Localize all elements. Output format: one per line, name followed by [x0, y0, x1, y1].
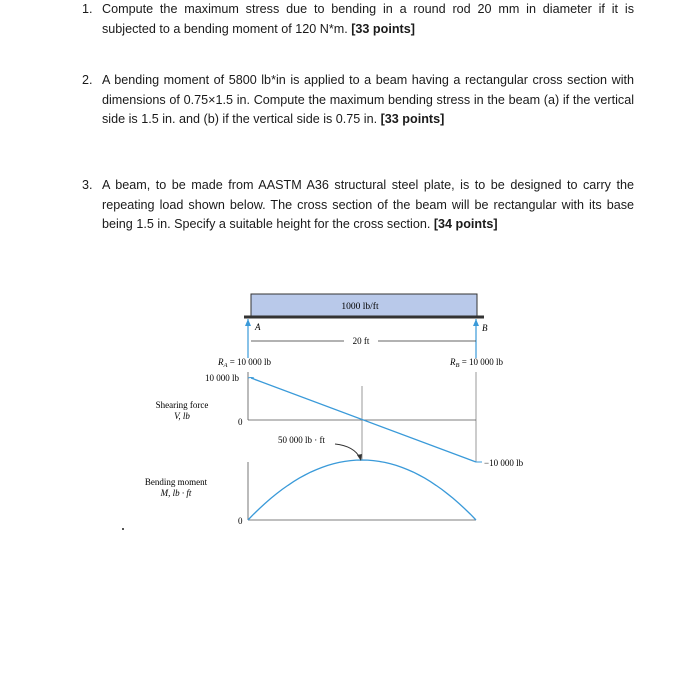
reaction-b-symbol: R — [450, 357, 456, 367]
moment-title-line2: M, lb · ft — [160, 488, 192, 498]
moment-max-pointer — [335, 444, 360, 458]
moment-max-label: 50 000 lb · ft — [278, 435, 325, 445]
reaction-b-arrowhead — [473, 319, 479, 326]
support-a-label: A — [255, 322, 261, 332]
reaction-b-label — [449, 357, 504, 369]
shear-top-tick — [248, 378, 254, 379]
shear-top-label: 10 000 lb — [205, 373, 240, 383]
span-label: 20 ft — [352, 336, 370, 346]
shear-bottom-label: −10 000 lb — [484, 458, 524, 468]
question-number: 1. — [82, 2, 93, 16]
question-points: [33 points] — [380, 112, 445, 126]
reaction-b-value: = 10 000 lb — [459, 357, 504, 367]
reaction-a-symbol: R — [218, 357, 224, 367]
support-b-label: B — [482, 323, 488, 333]
reaction-a-arrowhead — [245, 319, 251, 326]
load-label: 1000 lb/ft — [341, 302, 379, 312]
question-points: [34 points] — [433, 217, 498, 231]
question-body: A beam, to be made from AASTM A36 structural steel plate, is to be designed to carry the repeating load shown below. The cross section of the beam will be rectangular with its base being 1.5 in. Specify a suitable height for the cross section. — [102, 178, 634, 231]
question-body: A bending moment of 5800 lb*in is applied to a beam having a rectangular cross section with dimensions of 0.75×1.5 in. Compute the maximum bending stress in the beam (a) if the vertical side is 1.5 in. and (b) if the vertical side is 0.75 in. — [102, 73, 634, 126]
reaction-a-label — [217, 357, 272, 369]
shear-zero-label: 0 — [238, 417, 243, 427]
moment-title-line1: Bending moment — [144, 477, 208, 487]
bending-moment-curve — [248, 460, 476, 520]
shear-title-line1: Shearing force — [155, 400, 209, 410]
question-points: [33 points] — [351, 21, 415, 36]
question-number: 2. — [82, 73, 93, 87]
moment-zero-label: 0 — [238, 516, 243, 526]
reaction-a-value: = 10 000 lb — [227, 357, 272, 367]
reaction-a-subscript: A — [223, 362, 228, 369]
reaction-b-subscript: B — [455, 362, 460, 369]
shear-title-line2: V, lb — [174, 411, 190, 421]
question-number: 3. — [82, 178, 93, 192]
question-body: Compute the maximum stress due to bending in a round rod 20 mm in diameter if it is subjected to a bending moment of 120 N*m. — [102, 2, 634, 36]
